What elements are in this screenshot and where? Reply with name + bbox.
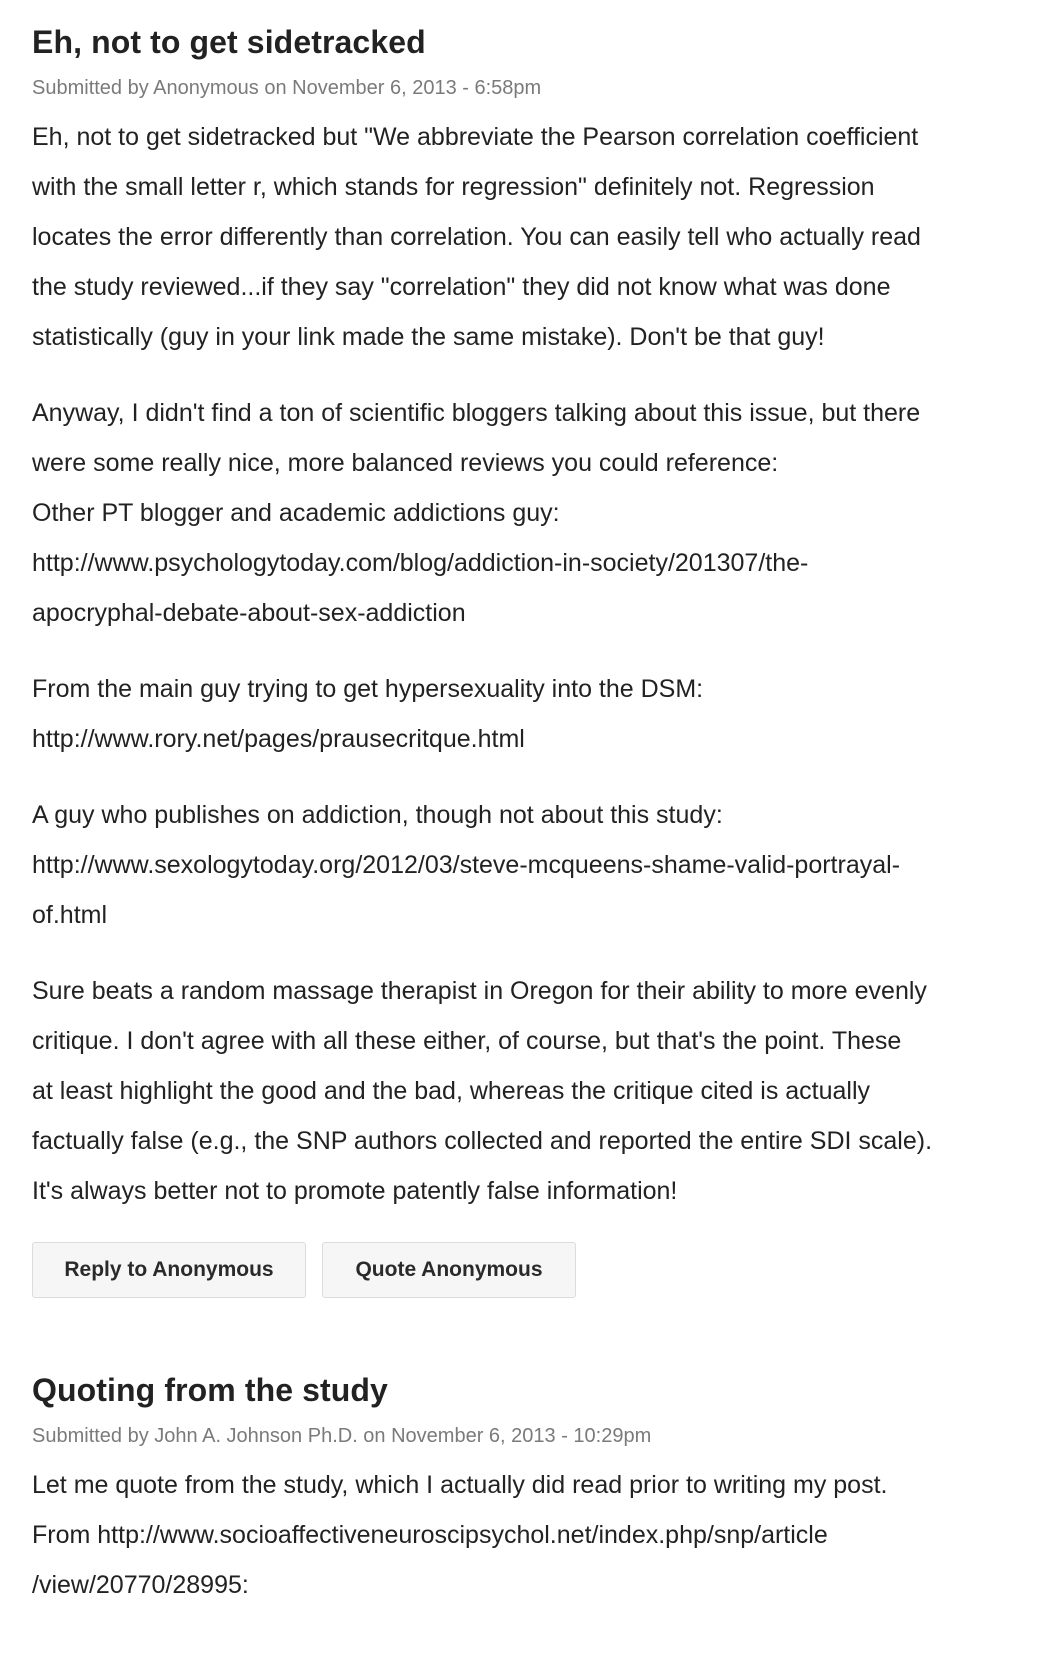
- url-text-line: http://www.psychologytoday.com/blog/addiction-in-society/201307/the-: [32, 549, 809, 577]
- comment: [32, 1368, 1015, 1610]
- text-line: were some really nice, more balanced reviews you could reference:: [32, 449, 779, 477]
- quote-button[interactable]: Quote Anonymous: [322, 1242, 576, 1298]
- text-line: at least highlight the good and the bad, whereas the critique cited is actually: [32, 1077, 871, 1105]
- text-line: Let me quote from the study, which I actually did read prior to writing my post.: [32, 1471, 888, 1499]
- text-line: locates the error differently than correlation. You can easily tell who actually read: [32, 223, 921, 251]
- comment-submitted-meta: Submitted by Anonymous on November 6, 2013 - 6:58pm: [32, 77, 542, 99]
- text-line: Other PT blogger and academic addictions guy:: [32, 499, 560, 527]
- reply-button[interactable]: Reply to Anonymous: [32, 1242, 306, 1298]
- url-text-line: http://www.rory.net/pages/prausecritque.html: [32, 725, 525, 753]
- text-line: From the main guy trying to get hypersexuality into the DSM:: [32, 675, 704, 703]
- text-line: statistically (guy in your link made the same mistake). Don't be that guy!: [32, 323, 825, 351]
- url-text-line: http://www.sexologytoday.org/2012/03/steve-mcqueens-shame-valid-portrayal-: [32, 851, 901, 879]
- text-line: the study reviewed...if they say "correlation" they did not know what was done: [32, 273, 891, 301]
- url-text-line: From http://www.socioaffectiveneuroscipsychol.net/index.php/snp/article: [32, 1521, 828, 1549]
- text-line: A guy who publishes on addiction, though not about this study:: [32, 801, 723, 829]
- text-line: critique. I don't agree with all these either, of course, but that's the point. These: [32, 1027, 902, 1055]
- comment-paragraph: [32, 388, 1015, 638]
- comment: [32, 20, 1015, 1298]
- comment-actions: [32, 1242, 1015, 1298]
- comment-title: Eh, not to get sidetracked: [32, 24, 426, 60]
- comment-body: [32, 1460, 1015, 1610]
- comment-paragraph: [32, 966, 1015, 1216]
- comment-paragraph: [32, 1460, 1015, 1610]
- text-line: with the small letter r, which stands for regression" definitely not. Regression: [32, 173, 875, 201]
- comment-paragraph: [32, 790, 1015, 940]
- text-line: Sure beats a random massage therapist in Oregon for their ability to more evenly: [32, 977, 927, 1005]
- comment-submitted-meta: Submitted by John A. Johnson Ph.D. on November 6, 2013 - 10:29pm: [32, 1425, 652, 1447]
- url-text-line: apocryphal-debate-about-sex-addiction: [32, 599, 466, 627]
- text-line: It's always better not to promote patently false information!: [32, 1177, 678, 1205]
- comment-paragraph: [32, 664, 1015, 764]
- url-text-line: /view/20770/28995:: [32, 1571, 249, 1599]
- comment-paragraph: [32, 112, 1015, 362]
- text-line: Eh, not to get sidetracked but "We abbreviate the Pearson correlation coefficient: [32, 123, 919, 151]
- text-line: Anyway, I didn't find a ton of scientific bloggers talking about this issue, but there: [32, 399, 921, 427]
- comment-body: [32, 112, 1015, 1216]
- url-text-line: of.html: [32, 901, 108, 929]
- comment-title: Quoting from the study: [32, 1372, 388, 1408]
- comments-page: [0, 20, 1045, 1610]
- text-line: factually false (e.g., the SNP authors collected and reported the entire SDI scale).: [32, 1127, 933, 1155]
